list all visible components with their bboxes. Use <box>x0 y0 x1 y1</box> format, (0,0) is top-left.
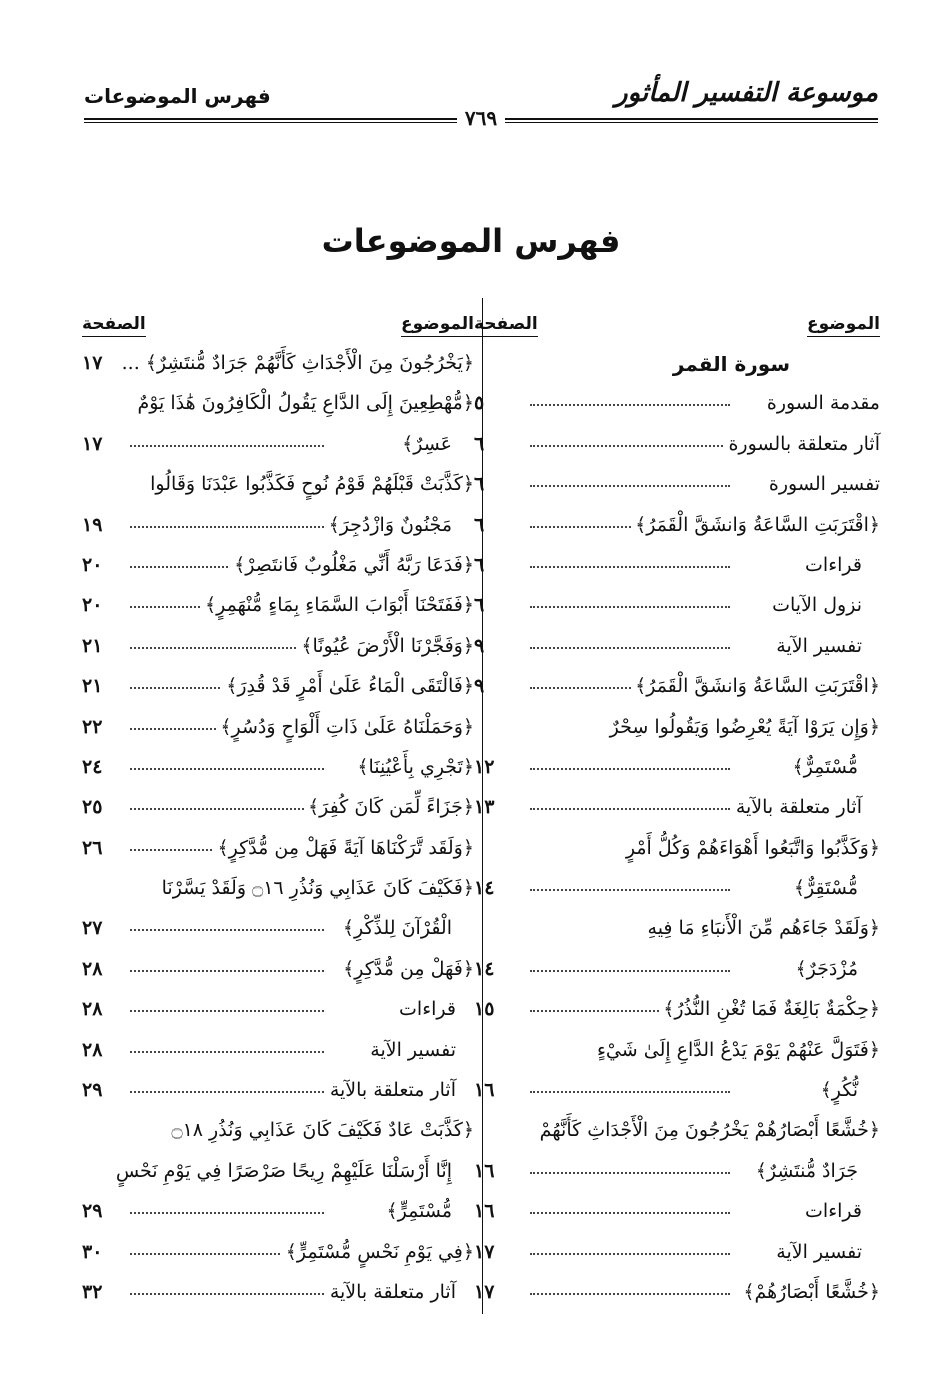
index-entry <box>474 1071 880 1111</box>
section-title: فهرس الموضوعات <box>84 84 271 108</box>
index-entry <box>474 1152 880 1192</box>
book-title: موسوعة التفسير المأثور <box>615 78 878 108</box>
entry-text: ﴿وَلَقَدْ جَاءَهُم مِّنَ الْأَنبَاءِ مَا فِيهِ <box>644 917 880 939</box>
entry-page: ٢٩ <box>82 1079 103 1102</box>
entry-text: ﴿فَهَلْ مِن مُّدَّكِرٍ﴾ <box>339 958 474 980</box>
entry-text: مُّسْتَمِرٌّ﴾ <box>789 756 858 778</box>
index-entry <box>474 586 880 626</box>
entry-text: الْقُرْآنَ لِلذِّكْرِ﴾ <box>339 917 452 939</box>
entry-page: ١٤ <box>474 877 495 900</box>
index-entry <box>82 1111 474 1151</box>
leader-dots <box>530 970 730 972</box>
leader-dots <box>530 889 730 891</box>
index-entry <box>82 506 474 546</box>
entry-text: ﴿وَحَمَلْنَاهُ عَلَىٰ ذَاتِ أَلْوَاحٍ وَدُسُرٍ﴾ <box>216 716 474 738</box>
index-entry <box>82 586 474 626</box>
entry-page: ٦ <box>474 594 485 617</box>
leader-dots <box>530 1172 730 1174</box>
entry-text: نُّكُرٍ﴾ <box>817 1079 858 1101</box>
entry-text: ﴿مُّهْطِعِينَ إِلَى الدَّاعِ يَقُولُ الْكَافِرُونَ هَٰذَا يَوْمٌ <box>133 392 474 414</box>
entry-page: ٢٧ <box>82 917 103 940</box>
index-entry <box>82 788 474 828</box>
entry-text: مقدمة السورة <box>763 392 880 414</box>
entry-page: ١٧ <box>82 352 103 374</box>
surah-heading <box>474 344 880 384</box>
entry-page: ٦ <box>474 473 485 496</box>
leader-dots <box>530 404 730 406</box>
entry-page: ١٦ <box>474 1159 495 1182</box>
entry-text: ﴿وَفَجَّرْنَا الْأَرْضَ عُيُونًا﴾ <box>297 635 474 657</box>
index-entry <box>82 990 474 1030</box>
leader-dots <box>130 768 324 770</box>
running-header <box>84 72 878 128</box>
index-entry <box>474 465 880 505</box>
index-entry <box>474 627 880 667</box>
entry-text: آثار متعلقة بالآية <box>326 1281 456 1303</box>
leader-dots <box>130 1051 324 1053</box>
index-entry <box>474 506 880 546</box>
index-entry <box>474 990 880 1030</box>
index-entry <box>474 425 880 465</box>
entry-text: جَرَادٌ مُّنتَشِرٌ﴾ <box>752 1160 858 1182</box>
entry-text: مُّسْتَقِرٌّ﴾ <box>790 877 858 899</box>
index-entry <box>474 909 880 949</box>
leader-dots <box>530 1212 730 1214</box>
index-entry <box>474 384 880 424</box>
index-entry <box>82 1031 474 1071</box>
entry-page: ٢٠ <box>82 553 103 576</box>
entry-page: ٢١ <box>82 675 103 698</box>
index-entry <box>82 1152 474 1192</box>
entry-text: ﴿وَإِن يَرَوْا آيَةً يُعْرِضُوا وَيَقُولُوا سِحْرٌ <box>606 716 880 738</box>
entry-text: ﴿وَكَذَّبُوا وَاتَّبَعُوا أَهْوَاءَهُمْ وَكُلُّ أَمْرٍ <box>622 837 880 859</box>
entry-text: تفسير السورة <box>765 473 880 495</box>
index-entry <box>82 1192 474 1232</box>
entry-page: ٢٨ <box>82 998 103 1021</box>
entry-page: ٢١ <box>82 634 103 657</box>
entry-text: آثار متعلقة بالسورة <box>724 433 880 455</box>
index-column-right <box>474 310 880 1313</box>
leader-dots <box>130 1010 324 1012</box>
entry-page: ٢٢ <box>82 715 103 738</box>
index-entry <box>474 546 880 586</box>
index-entry <box>82 869 474 909</box>
entry-text: ﴿فِي يَوْمِ نَحْسٍ مُّسْتَمِرٍّ﴾ <box>282 1241 474 1263</box>
entry-page: ١٢ <box>474 755 495 778</box>
index-entry <box>82 384 474 424</box>
index-entry <box>474 950 880 990</box>
entry-page: ٦ <box>474 432 485 455</box>
leader-dots <box>130 526 324 528</box>
entry-page: ١٦ <box>474 1200 495 1223</box>
index-entry <box>474 748 880 788</box>
entry-page: ٦ <box>474 513 485 536</box>
entry-text: ﴿خُشَّعًا أَبْصَارُهُمْ يَخْرُجُونَ مِنَ الْأَجْدَاثِ كَأَنَّهُمْ <box>536 1119 880 1141</box>
entry-text: ﴿خُشَّعًا أَبْصَارُهُمْ﴾ <box>739 1281 880 1303</box>
index-entry <box>82 1071 474 1111</box>
entry-page: ٢٥ <box>82 796 103 819</box>
index-entry <box>82 425 474 465</box>
entry-text: إِنَّا أَرْسَلْنَا عَلَيْهِمْ رِيحًا صَرْصَرًا فِي يَوْمِ نَحْسٍ <box>112 1160 452 1182</box>
index-entry <box>82 546 474 586</box>
page-label: الصفحة <box>82 314 146 337</box>
index-entry <box>474 829 880 869</box>
leader-dots <box>530 606 730 608</box>
entry-text: ﴿كَذَّبَتْ عَادٌ فَكَيْفَ كَانَ عَذَابِي وَنُذُرِ ۝١٨ <box>167 1119 474 1141</box>
entry-text: ﴿اقْتَرَبَتِ السَّاعَةُ وَانشَقَّ الْقَمَرُ﴾ <box>631 675 880 697</box>
entry-text: ﴿وَلَقَد تَّرَكْنَاهَا آيَةً فَهَلْ مِن مُّدَّكِرٍ﴾ <box>214 837 474 859</box>
entry-page: ٣٠ <box>82 1240 103 1263</box>
index-entry <box>82 1273 474 1313</box>
entry-page: ١٧ <box>474 1240 495 1263</box>
index-entry <box>82 627 474 667</box>
entry-text: آثار متعلقة بالآية <box>326 1079 456 1101</box>
leader-dots <box>130 808 324 810</box>
entry-page: ١٥ <box>474 998 495 1021</box>
entry-text: مُزْدَجَرٌ﴾ <box>792 958 858 980</box>
column-header <box>82 310 474 344</box>
leader-dots <box>130 929 324 931</box>
page-title: فهرس الموضوعات <box>321 222 621 260</box>
index-entry <box>474 1111 880 1151</box>
entry-page: ٥ <box>474 392 485 415</box>
index-entry <box>82 748 474 788</box>
entry-text: سورة القمر <box>669 352 790 376</box>
entry-page: ٢٦ <box>82 836 103 859</box>
index-entry <box>82 708 474 748</box>
entry-text: ﴿جَزَاءً لِّمَن كَانَ كُفِرَ﴾ <box>304 796 474 818</box>
entry-text: قراءات <box>801 1200 862 1222</box>
leader-dots <box>130 445 324 447</box>
entry-text: عَسِرٌ﴾ <box>398 433 452 455</box>
entry-page: ١٧ <box>82 432 103 455</box>
leader-dots <box>130 1293 324 1295</box>
index-entry <box>474 869 880 909</box>
entry-page: ٢٩ <box>82 1200 103 1223</box>
entry-page: ١٦ <box>474 1079 495 1102</box>
index-list <box>82 344 474 1313</box>
index-column-left <box>82 310 474 1313</box>
index-entry <box>474 1233 880 1273</box>
entry-page: ٢٨ <box>82 1038 103 1061</box>
entry-page: ١٧ <box>474 1280 495 1303</box>
entry-page: ١٩ <box>82 513 103 536</box>
entry-text: آثار متعلقة بالآية <box>732 796 862 818</box>
entry-text: ﴿كَذَّبَتْ قَبْلَهُمْ قَوْمُ نُوحٍ فَكَذَّبُوا عَبْدَنَا وَقَالُوا <box>146 473 474 495</box>
index-entry <box>474 1192 880 1232</box>
leader-dots <box>130 970 324 972</box>
leader-dots <box>530 768 730 770</box>
leader-dots <box>530 445 730 447</box>
entry-page: ٢٠ <box>82 594 103 617</box>
column-header <box>474 310 880 344</box>
entry-text: نزول الآيات <box>768 594 862 616</box>
entry-page: ١٤ <box>474 957 495 980</box>
index-entry <box>474 667 880 707</box>
leader-dots <box>530 647 730 649</box>
leader-dots <box>530 1091 730 1093</box>
entry-text: ﴿فَكَيْفَ كَانَ عَذَابِي وَنُذُرِ ۝١٦ وَلَقَدْ يَسَّرْنَا <box>158 877 474 899</box>
entry-text: مَجْنُونٌ وَازْدُجِرَ﴾ <box>325 514 452 536</box>
entry-page: ١٣ <box>474 796 495 819</box>
entry-text: قراءات <box>801 554 862 576</box>
leader-dots <box>530 485 730 487</box>
entry-page: ٦ <box>474 553 485 576</box>
entry-text: ﴿فَتَوَلَّ عَنْهُمْ يَوْمَ يَدْعُ الدَّاعِ إِلَىٰ شَيْءٍ <box>593 1039 880 1061</box>
entry-page: ٣٢ <box>82 1280 103 1303</box>
leader-dots <box>130 1212 324 1214</box>
index-entry <box>474 708 880 748</box>
index-entry <box>82 950 474 990</box>
entry-text: ﴿حِكْمَةٌ بَالِغَةٌ فَمَا تُغْنِ النُّذُرُ﴾ <box>659 998 880 1020</box>
index-entry <box>82 829 474 869</box>
entry-text: ﴿اقْتَرَبَتِ السَّاعَةُ وَانشَقَّ الْقَمَرُ﴾ <box>631 514 880 536</box>
entry-text: ﴿يَخْرُجُونَ مِنَ الْأَجْدَاثِ كَأَنَّهُمْ جَرَادٌ مُّنتَشِرٌ﴾ ... <box>118 352 474 374</box>
entry-text: ﴿تَجْرِي بِأَعْيُنِنَا﴾ <box>353 756 474 778</box>
entry-page: ٢٨ <box>82 957 103 980</box>
index-entry <box>474 788 880 828</box>
page-number-wrap <box>84 106 878 130</box>
entry-text: ﴿فَفَتَحْنَا أَبْوَابَ السَّمَاءِ بِمَاءٍ مُّنْهَمِرٍ﴾ <box>201 594 474 616</box>
entry-text: تفسير الآية <box>772 635 862 657</box>
entry-text: قراءات <box>395 998 456 1020</box>
entry-page: ٩ <box>474 675 485 698</box>
entry-text: تفسير الآية <box>366 1039 456 1061</box>
index-entry <box>82 1233 474 1273</box>
entry-page: ٩ <box>474 634 485 657</box>
leader-dots <box>530 1253 730 1255</box>
topic-label: الموضوع <box>807 314 880 337</box>
leader-dots <box>530 566 730 568</box>
entry-page: ٢٤ <box>82 755 103 778</box>
leader-dots <box>130 1091 324 1093</box>
page-number: ٧٦٩ <box>457 106 505 130</box>
entry-text: ﴿فَالْتَقَى الْمَاءُ عَلَىٰ أَمْرٍ قَدْ قُدِرَ﴾ <box>222 675 474 697</box>
index-entry <box>82 344 474 384</box>
index-entry <box>474 1031 880 1071</box>
entry-text: تفسير الآية <box>772 1241 862 1263</box>
entry-text: ﴿فَدَعَا رَبَّهُ أَنِّي مَغْلُوبٌ فَانتَصِرْ﴾ <box>230 554 474 576</box>
page-label: الصفحة <box>474 314 538 337</box>
index-entry <box>82 465 474 505</box>
leader-dots <box>130 647 324 649</box>
leader-dots <box>530 808 730 810</box>
index-list <box>474 344 880 1313</box>
entry-text: مُّسْتَمِرٍّ﴾ <box>383 1200 452 1222</box>
index-entry <box>474 1273 880 1313</box>
index-entry <box>82 667 474 707</box>
index-entry <box>82 909 474 949</box>
leader-dots <box>530 1293 730 1295</box>
topic-label: الموضوع <box>401 314 474 337</box>
